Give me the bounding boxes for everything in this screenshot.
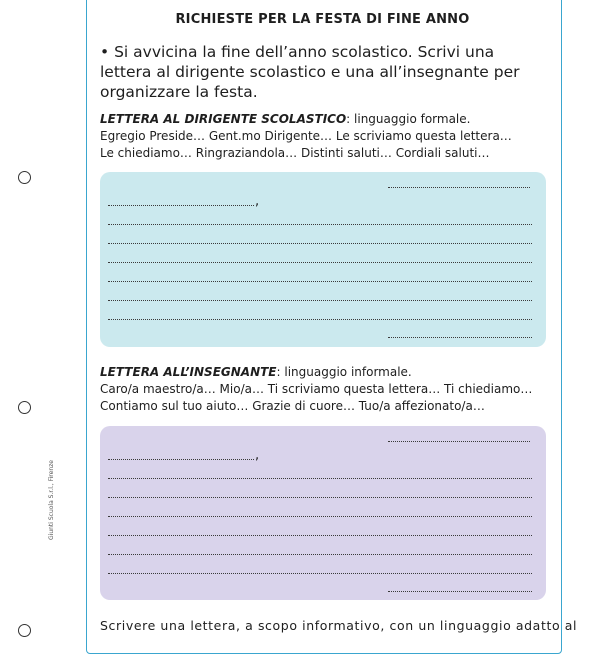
teacher-examples-line-1: Caro/a maestro/a… Mio/a… Ti scriviamo questa lettera… Ti chiediamo… [100,382,533,396]
writing-line[interactable] [108,497,532,498]
instruction-text: Si avvicina la fine dell’anno scolastico. Scrivi una lettera al dirigente scolastico e una all’insegnante per organizzare la festa. [100,43,520,101]
bullet: • [100,43,110,61]
teacher-letter-examples [100,381,555,415]
principal-examples-line-1: Egregio Preside… Gent.mo Dirigente… Le scriviamo questa lettera… [100,129,512,143]
teacher-letter-heading: LETTERA ALL’INSEGNANTE [100,365,277,379]
writing-line[interactable] [108,573,532,574]
greeting-comma: , [255,448,260,463]
teacher-examples-line-2: Contiamo sul tuo aiuto… Grazie di cuore… Tuo/a affezionato/a… [100,399,485,413]
signature-line[interactable] [388,591,532,592]
principal-letter-writing-box[interactable] [100,172,546,347]
date-line[interactable] [388,187,530,188]
binder-hole-bottom [18,624,31,637]
instruction [100,42,550,102]
signature-line[interactable] [388,337,532,338]
writing-line[interactable] [108,554,532,555]
writing-line[interactable] [108,262,532,263]
principal-letter-examples [100,128,555,162]
principal-letter-register: : linguaggio formale. [346,112,471,126]
binder-hole-middle [18,401,31,414]
footer-text: Scrivere una lettera, a scopo informativo, con un linguaggio adatto al [100,618,578,633]
date-line[interactable] [388,441,530,442]
principal-letter-label [100,112,470,126]
writing-line[interactable] [108,224,532,225]
greeting-line[interactable] [108,459,254,460]
teacher-letter-label [100,365,412,379]
publisher-note: Giunti Scuola S.r.l., Firenze [48,460,55,540]
greeting-comma: , [255,194,260,209]
principal-letter-heading: LETTERA AL DIRIGENTE SCOLASTICO [100,112,347,126]
teacher-letter-register: : linguaggio informale. [276,365,412,379]
greeting-line[interactable] [108,205,254,206]
writing-line[interactable] [108,535,532,536]
writing-line[interactable] [108,281,532,282]
writing-line[interactable] [108,516,532,517]
writing-line[interactable] [108,319,532,320]
writing-line[interactable] [108,300,532,301]
writing-line[interactable] [108,478,532,479]
worksheet-title: RICHIESTE PER LA FESTA DI FINE ANNO [175,12,470,27]
teacher-letter-writing-box[interactable] [100,426,546,600]
principal-examples-line-2: Le chiediamo… Ringraziandola… Distinti saluti… Cordiali saluti… [100,146,490,160]
binder-hole-top [18,171,31,184]
writing-line[interactable] [108,243,532,244]
